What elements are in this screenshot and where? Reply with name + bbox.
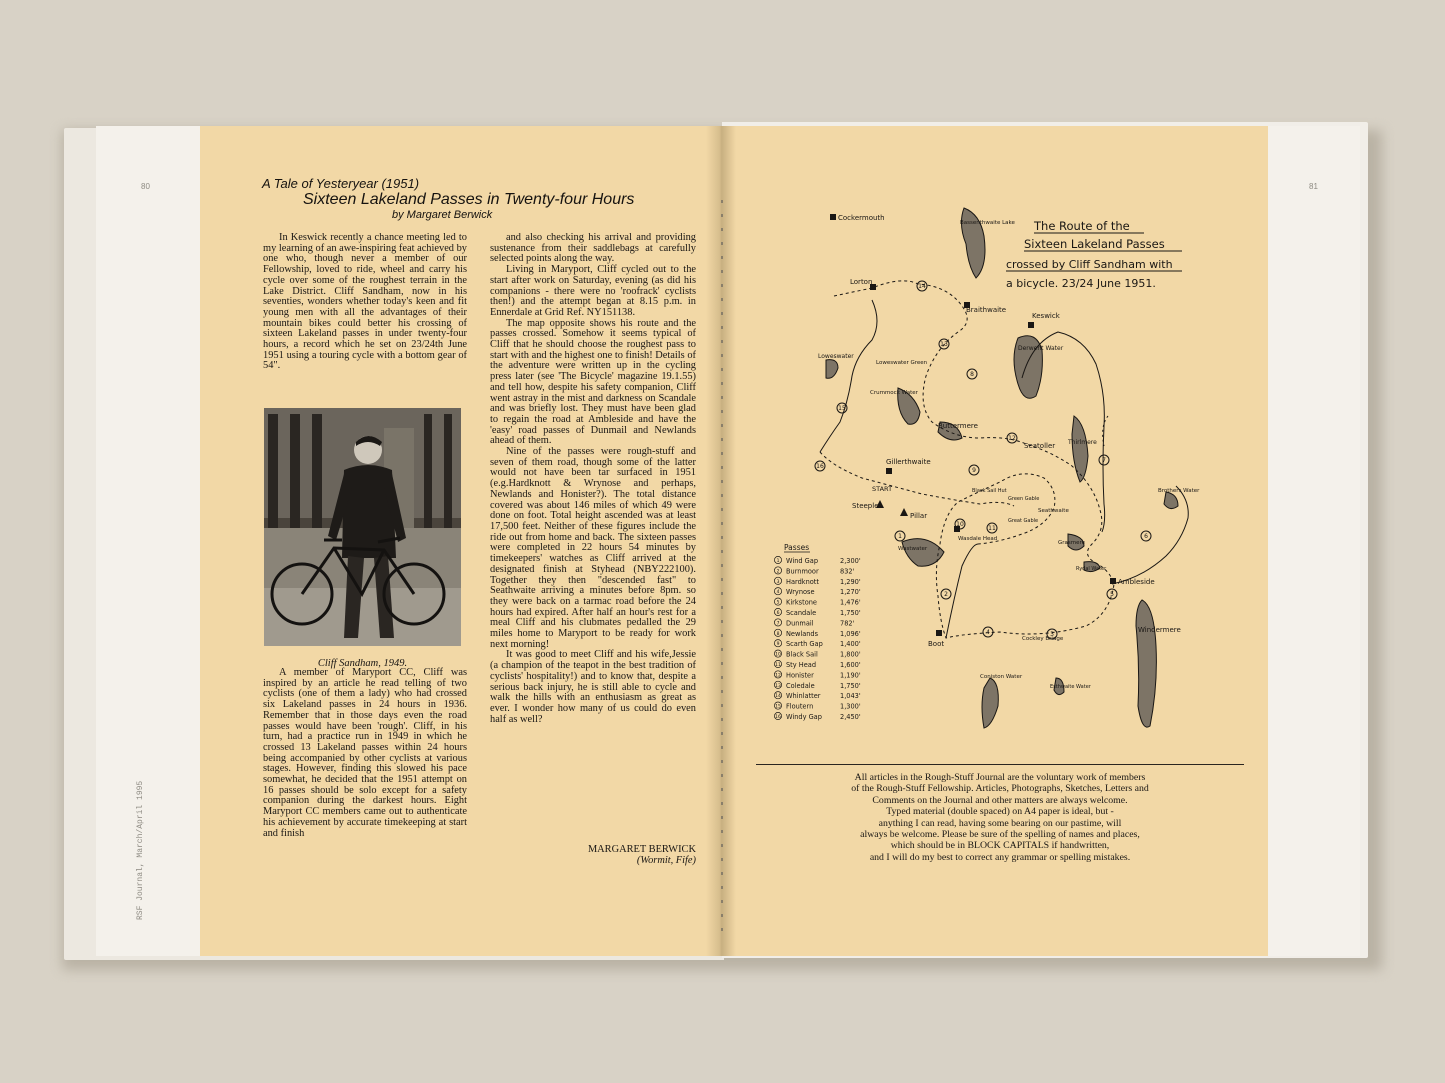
passes-key-height: 1,476' [840, 598, 861, 607]
passes-key-height: 1,750' [840, 609, 861, 617]
passes-key-height: 1,043' [840, 692, 861, 701]
place-label: Green Gable [1008, 496, 1040, 502]
pass-circle-label: 12 [1008, 435, 1016, 442]
passes-key-height: 1,600' [840, 661, 861, 669]
gillerthwaite-marker [886, 468, 892, 474]
passes-key-height: 2,300' [840, 557, 861, 565]
pass-circle-label: 11 [988, 525, 996, 532]
notice-line: always be welcome. Please be sure of the spelling of names and places, [860, 829, 1140, 841]
passes-key-height: 1,300' [840, 702, 861, 711]
coniston-water [982, 678, 998, 728]
place-label: Wasdale Head [958, 536, 998, 542]
binding-stitch [721, 844, 723, 847]
wastwater-lake [902, 539, 944, 567]
passes-key-number: 7 [776, 621, 780, 627]
binding-stitch [721, 872, 723, 875]
author-location: (Wormit, Fife) [636, 855, 696, 866]
route-map [722, 126, 1268, 776]
passes-key-name: Honister [786, 671, 814, 680]
place-label: Grasmere [1058, 540, 1086, 546]
notice-line: of the Rough-Stuff Fellowship. Articles, Photographs, Sketches, Letters and [851, 783, 1149, 795]
article-column-1 [263, 233, 467, 372]
cyclist-photo [264, 408, 461, 646]
passes-key-name: Black Sail [786, 650, 818, 659]
brothers-water [1164, 492, 1178, 509]
place-label: Gillerthwaite [886, 458, 931, 466]
passes-key-height: 1,400' [840, 640, 861, 649]
article-byline: by Margaret Berwick [392, 209, 493, 221]
binding-stitch [721, 858, 723, 861]
map-title-line: Sixteen Lakeland Passes [1024, 237, 1165, 251]
place-label: Windermere [1138, 626, 1181, 634]
passes-key-height: 1,750' [840, 681, 861, 690]
journal-spine-text: RSF Journal, March/April 1995 [136, 780, 145, 920]
passes-key-number: 14 [775, 694, 781, 700]
boot-marker [936, 630, 942, 636]
map-divider-rule [756, 764, 1244, 765]
notice-line: All articles in the Rough-Stuff Journal are the voluntary work of members [854, 772, 1146, 783]
passes-key-number: 13 [775, 683, 781, 689]
article-paragraph: and also checking his arrival and providing sustenance from their saddlebags at carefully selected points along the way. [490, 232, 696, 265]
passes-key-number: 10 [775, 652, 781, 658]
right-folio: 81 [1309, 182, 1318, 191]
place-label: Braithwaite [966, 306, 1007, 314]
passes-key-name: Wind Gap [786, 557, 819, 565]
passes-key-number: 11 [775, 663, 781, 668]
passes-key-height: 1,290' [840, 577, 861, 586]
passes-key-number: 1 [776, 559, 780, 564]
passes-key-number: 16 [775, 715, 781, 720]
map-start-label: START [872, 485, 893, 493]
place-label: Ambleside [1118, 578, 1155, 586]
pass-circle-label: 3 [1050, 631, 1054, 638]
place-label: Black Sail Hut [972, 488, 1007, 494]
article-paragraph: A member of Maryport CC, Cliff was inspired by an article he read telling of two cyclists (one of them a lady) who had crossed six Lakeland passes in 24 hours in 1936. Remember that in those days even the road passes would have been 'rough'. Cliff, in his turn, had a practice run in 1949 in which he crossed 13 Lakeland passes within 24 hours being accompanied by other cyclists at various stages. However, finding this slowed his pace somewhat, he decided that the 1951 attempt on 16 passes should be solo except for a safety companion during the darkest hours. Eight Maryport CC members came out to authenticate his achievement by accurate timekeeping at start and finish [263, 667, 467, 839]
passes-key-height: 1,270' [840, 588, 861, 597]
pass-circle-label: 7 [1102, 457, 1106, 464]
binding-stitch [721, 802, 723, 805]
passes-key-number: 15 [775, 704, 781, 710]
place-label: Loweswater [818, 353, 854, 360]
passes-key-number: 8 [776, 631, 780, 637]
keswick-marker [1028, 322, 1034, 328]
article-column-3 [490, 233, 696, 725]
place-label: Bassenthwaite Lake [960, 220, 1015, 226]
pass-circle-label: 10 [956, 521, 964, 528]
map-title-line: crossed by Cliff Sandham with [1006, 258, 1173, 271]
place-label: Thirlmere [1068, 439, 1097, 446]
passes-key-number: 9 [776, 642, 780, 648]
place-label: Wastwater [898, 546, 928, 552]
article-paragraph: It was good to meet Cliff and his wife,Jessie (a champion of the teapot in the best tradition of cyclists' hospitality!) and to know that, despite a serious back injury, he is still able to cycle and walk the hills with an enthusiasm as great as ever. I wonder how many of us could do even half as well? [490, 649, 696, 725]
passes-key-name: Hardknott [786, 577, 819, 586]
place-label: Derwent Water [1018, 345, 1064, 352]
pass-circle-label: 9 [972, 467, 976, 474]
author-signature: MARGARET BERWICK [587, 844, 696, 855]
place-label: Cockley Bridge [1022, 636, 1064, 642]
binding-stitch [721, 830, 723, 833]
passes-key-name: Scarth Gap [786, 640, 823, 649]
passes-key-heading: Passes [784, 543, 810, 552]
binding-stitch [721, 886, 723, 889]
notice-line: and I will do my best to correct any grammar or spelling mistakes. [869, 851, 1131, 863]
notice-line: which should be in BLOCK CAPITALS if handwritten, [890, 840, 1110, 852]
notice-line: Comments on the Journal and other matters are always welcome. [872, 794, 1128, 806]
passes-key-height: 1,800' [840, 650, 861, 659]
photo-caption: Cliff Sandham, 1949. [317, 658, 408, 669]
passes-key-number: 2 [776, 569, 780, 575]
pass-circle-label: 15 [838, 405, 846, 412]
place-label: Seatoller [1024, 442, 1056, 450]
pass-circle-label: 14 [918, 283, 926, 290]
place-label: Crummock Water [870, 390, 918, 396]
loweswater-lake [826, 360, 838, 379]
place-label: Lorton [850, 278, 873, 286]
thirlmere-lake [1072, 416, 1088, 482]
passes-key-name: Scandale [786, 609, 817, 617]
place-label: Boot [928, 640, 945, 648]
passes-key-height: 782' [840, 619, 855, 628]
passes-key-name: Burnmoor [786, 567, 819, 576]
place-label: Cockermouth [838, 214, 885, 222]
article-kicker: A Tale of Yesteryear (1951) [262, 176, 420, 191]
article-paragraph: In Keswick recently a chance meeting led to my learning of an awe-inspiring feat achieved by one who, though never a member of our Fellowship, loved to ride, wheel and carry his cycle over some of the roughest terrain in the Lake District. Cliff Sandham, now in his seventies, wonders whether today's keen and fit young men with all the advantages of their mountain bikes could better his crossing of sixteen Lakeland passes in under twenty-four hours, a record which he set on 23/24th June 1951 using a touring cycle with a bottom gear of 54". [263, 232, 467, 372]
passes-key-name: Dunmail [786, 619, 814, 628]
pass-circle-label: 8 [970, 371, 974, 378]
place-label: Steeple [852, 502, 879, 510]
place-label: Seathwaite [1038, 508, 1069, 514]
passes-key-name: Whinlatter [786, 692, 821, 701]
cockermouth-marker [830, 214, 836, 220]
binding-stitch [721, 928, 723, 931]
passes-key-name: Windy Gap [786, 713, 822, 721]
passes-key-height: 832' [840, 567, 855, 576]
passes-key-height: 1,190' [840, 671, 861, 680]
windermere-lake [1136, 600, 1156, 727]
passes-key-name: Wrynose [786, 588, 815, 597]
left-folio: 80 [141, 182, 150, 191]
pass-circle-label: 5 [1110, 591, 1114, 598]
article-paragraph: Living in Maryport, Cliff cycled out to the start after work on Saturday, evening (as did his companions - there were no 'roofrack' cyclists then!) and the attempt began at 8.15 p.m. in Ennerdale at Grid Ref. NY151138. [490, 264, 696, 318]
article-headline: Sixteen Lakeland Passes in Twenty-four Hours [303, 191, 635, 208]
notice-line: anything I can read, having some bearing on our pastime, will [878, 817, 1122, 829]
passes-key-name: Coledale [786, 681, 815, 690]
passes-key-number: 3 [776, 579, 780, 585]
place-label: Brothers Water [1158, 488, 1200, 494]
place-label: Pillar [910, 512, 928, 520]
passes-key-number: 5 [776, 600, 780, 606]
map-title-line: a bicycle. 23/24 June 1951. [1006, 277, 1156, 290]
pillar-peak-marker [900, 508, 908, 516]
passes-key-name: Newlands [786, 629, 819, 638]
map-title-line: The Route of the [1034, 219, 1130, 233]
route-dashed-a [834, 281, 1114, 638]
pass-circle-label: 16 [816, 463, 824, 470]
place-label: Great Gable [1008, 518, 1039, 524]
bassenthwaite-lake [961, 208, 985, 278]
passes-key-name: Floutern [786, 702, 814, 711]
binding-stitch [721, 816, 723, 819]
article-column-2 [263, 668, 467, 839]
binding-stitch [721, 788, 723, 791]
passes-key-height: 1,096' [840, 629, 861, 638]
place-label: Loweswater Green [876, 360, 928, 366]
article-paragraph: Nine of the passes were rough-stuff and seven of them road, though some of the latter would not have been tar surfaced in 1951 (e.g.Hardknott & Wrynose and perhaps, Newlands and Honister?). The total distance covered was about 146 miles of which 49 were done on foot. Total height ascended was at least 17,500 feet. Neither of these figures include the ride out from home and back. The sixteen passes were completed in 22 hours 54 minutes by timekeepers' watches as Cliff arrived at the designated finish at Styhead (NBY222100). Together they then "descended fast" to Seathwaite arriving a minutes before 8pm. so they were back on a tarmac road before the 24 hours had expired. After half an hour's rest for a meal Cliff and his clubmates pedalled the 29 miles home to Maryport to be ready for work next morning! [490, 446, 696, 650]
pass-circle-label: 1 [898, 533, 902, 540]
notice-line: Typed material (double spaced) on A4 paper is ideal, but - [886, 806, 1114, 818]
pass-circle-label: 13 [940, 341, 948, 348]
article-paragraph: The map opposite shows his route and the passes crossed. Somehow it seems typical of Cliff that he should choose the roughest pass to start with and the highest one to finish! Details of the adventure were written up in the cycling press later (see 'The Bicycle' magazine 19.1.55) and tell how, despite his safety companion, Cliff went astray in the mist and darkness on Scandale and was briefly lost. They must have been glad to regain the road at Ambleside and have the 'easy' road passes of Dunmail and Newlands ahead of them. [490, 317, 696, 447]
binding-stitch [721, 900, 723, 903]
passes-key-number: 12 [775, 673, 781, 679]
passes-key-number: 4 [776, 590, 780, 596]
place-label: Keswick [1032, 312, 1060, 320]
place-label: Esthwaite Water [1050, 684, 1091, 690]
place-label: Rydal Water [1076, 566, 1107, 572]
editorial-notice [760, 772, 1240, 863]
ambleside-marker [1110, 578, 1116, 584]
place-label: Buttermere [938, 422, 978, 430]
cyclist-photo-image [264, 408, 461, 646]
passes-key-name: Sty Head [786, 661, 817, 669]
passes-key-number: 6 [776, 611, 780, 616]
place-label: Coniston Water [980, 674, 1023, 680]
binding-stitch [721, 914, 723, 917]
passes-key-name: Kirkstone [786, 598, 817, 607]
pass-circle-label: 2 [944, 591, 948, 598]
passes-key-height: 2,450' [840, 713, 861, 721]
pass-circle-label: 6 [1144, 533, 1148, 540]
route-hardknott [946, 544, 978, 638]
pass-circle-label: 4 [986, 629, 990, 636]
passes-key [774, 556, 860, 721]
